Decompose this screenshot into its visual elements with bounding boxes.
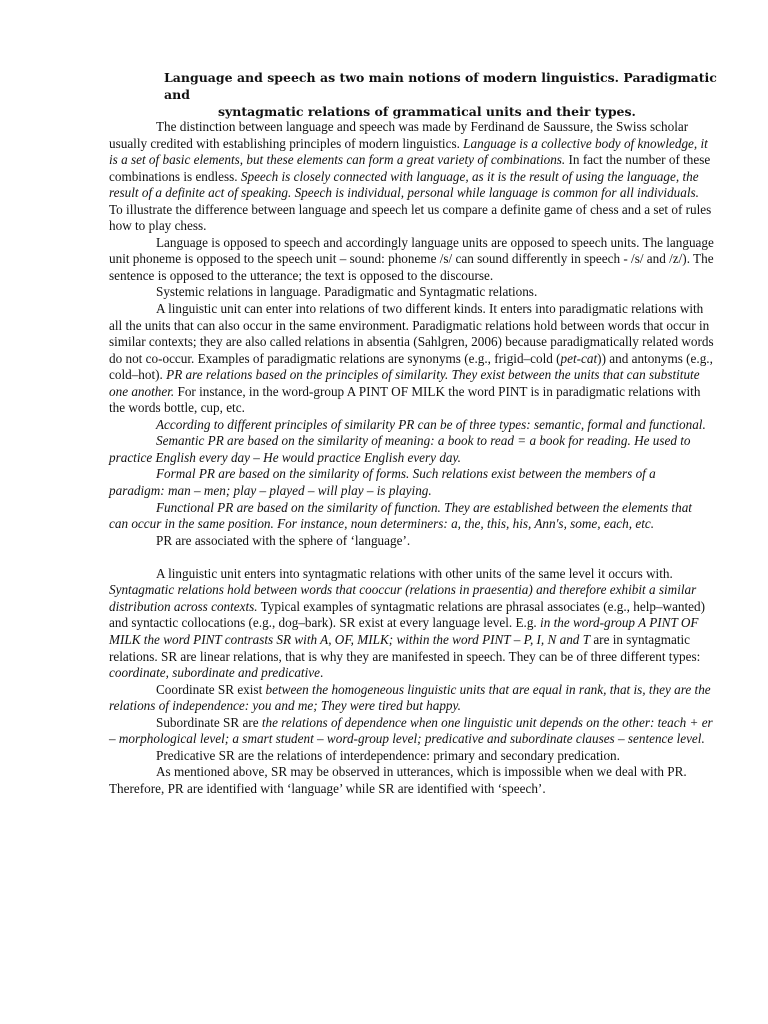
italic-text: Formal PR are based on the similarity of forms. Such relations exist between the members of a paradigm: man – men; play – played – will play – is playing. bbox=[109, 466, 656, 499]
text-run: Predicative SR are the relations of interdependence: primary and secondary predication. bbox=[156, 747, 620, 763]
italic-text: Language is a collective body of knowledge, it is a set of basic elements, but these elements can form a great variety of combinations. bbox=[109, 135, 708, 168]
text-run: A linguistic unit can enter into relations of two different kinds. It enters into paradigmatic relations with all the units that can also occur in the same environment. Paradigmatic relations hold between words that occur in similar contexts; they are also called relations in absentia (Sahlgren, 2006) because paradigmatically related words do not co-occur. Examples of paradigmatic relations are synonyms (e.g., frigid–cold ( bbox=[109, 301, 714, 366]
text-run: . bbox=[319, 665, 324, 681]
text-run: The distinction between language and speech was made by Ferdinand de Saussure, the Swiss scholar usually credited with establishing principles of modern linguistics. bbox=[109, 119, 689, 151]
italic-text: pet-cat bbox=[560, 350, 598, 366]
text-run: For instance, in the word-group A PINT OF MILK the word PINT is in paradigmatic relations with the words bottle, cup, etc. bbox=[109, 383, 701, 416]
italic-text: in the word-group A PINT OF MILK the word PINT contrasts SR with A, OF, MILK; within the word PINT – P, I, N and T bbox=[109, 615, 699, 647]
title-line-2: syntagmatic relations of grammatical units and their types. bbox=[218, 104, 636, 119]
text-run: A linguistic unit enters into syntagmatic relations with other units of the same level it occurs with. bbox=[156, 565, 673, 581]
italic-text: Speech is closely connected with language, as it is the result of using the language, the result of a definite act of speaking. Speech is individual, personal while language is common for all individuals. bbox=[109, 168, 699, 201]
paragraph bbox=[109, 119, 714, 235]
text-run: Coordinate SR exist bbox=[156, 681, 266, 697]
paragraph bbox=[109, 748, 714, 765]
italic-text: Functional PR are based on the similarity of function. They are established between the elements that can occur in the same position. For instance, noun determiners: a, the, this, his, Ann's, some, each, etc. bbox=[109, 499, 692, 532]
italic-text: Syntagmatic relations hold between words that cooccur (relations in praesentia) and therefore exhibit a similar distribution across contexts. bbox=[109, 582, 697, 614]
paragraph bbox=[109, 417, 714, 434]
text-run: As mentioned above, SR may be observed in utterances, which is impossible when we deal with PR. Therefore, PR are identified with ‘language’ while SR are identified with ‘speech’. bbox=[109, 764, 687, 796]
text-run: Typical examples of syntagmatic relations are phrasal associates (e.g., help–wanted) and syntactic collocations (e.g., dog–bark). SR exist at every language level. E.g. bbox=[109, 598, 706, 631]
text-run: In fact the number of these combinations is endless. bbox=[109, 152, 711, 184]
italic-text: between the homogeneous linguistic units that are equal in rank, that is, they are the relations of independence: you and me; They were tired but happy. bbox=[109, 681, 711, 714]
text-run: Systemic relations in language. Paradigmatic and Syntagmatic relations. bbox=[156, 284, 538, 300]
paragraph bbox=[109, 566, 714, 682]
text-run: )) and antonyms (e.g., cold–hot). bbox=[109, 350, 713, 383]
paragraph bbox=[109, 500, 714, 533]
paragraph bbox=[109, 466, 714, 499]
italic-text: According to different principles of similarity PR can be of three types: semantic, formal and functional. bbox=[156, 416, 706, 432]
text-run: PR are associated with the sphere of ‘language’. bbox=[156, 532, 411, 548]
title-line-1: Language and speech as two main notions of modern linguistics. Paradigmatic and bbox=[164, 70, 717, 102]
italic-text: the relations of dependence when one linguistic unit depends on the other: teach + er – morphological level; a smart student – word-group level; predicative and subordinate clauses – sentence level. bbox=[109, 714, 713, 747]
text-run: Language is opposed to speech and accordingly language units are opposed to speech units. The language unit phoneme is opposed to the speech unit – sound: phoneme /s/ can sound differently in speech - /s/ and /z/). The sentence is opposed to the utterance; the text is opposed to the discourse. bbox=[109, 234, 714, 283]
document-title bbox=[110, 69, 720, 120]
italic-text: PR are relations based on the principles of similarity. They exist between the units that can substitute one another. bbox=[109, 367, 700, 399]
italic-text: coordinate, subordinate and predicative bbox=[109, 665, 320, 681]
text-run: are in syntagmatic relations. SR are linear relations, that is why they are manifested in speech. They can be of three different types: bbox=[109, 631, 701, 664]
paragraph bbox=[109, 284, 714, 301]
paragraph bbox=[109, 764, 714, 797]
paragraph bbox=[109, 433, 714, 466]
document-body bbox=[109, 119, 714, 797]
text-run: Subordinate SR are bbox=[156, 714, 262, 730]
paragraph bbox=[109, 682, 714, 715]
paragraph-gap bbox=[109, 549, 714, 566]
paragraph bbox=[109, 533, 714, 550]
paragraph bbox=[109, 235, 714, 285]
text-run: To illustrate the difference between language and speech let us compare a definite game of chess and a set of rules how to play chess. bbox=[109, 201, 712, 234]
paragraph bbox=[109, 715, 714, 748]
italic-text: Semantic PR are based on the similarity of meaning: a book to read = a book for reading. He used to practice English every day – He would practice English every day. bbox=[109, 433, 691, 465]
paragraph bbox=[109, 301, 714, 417]
